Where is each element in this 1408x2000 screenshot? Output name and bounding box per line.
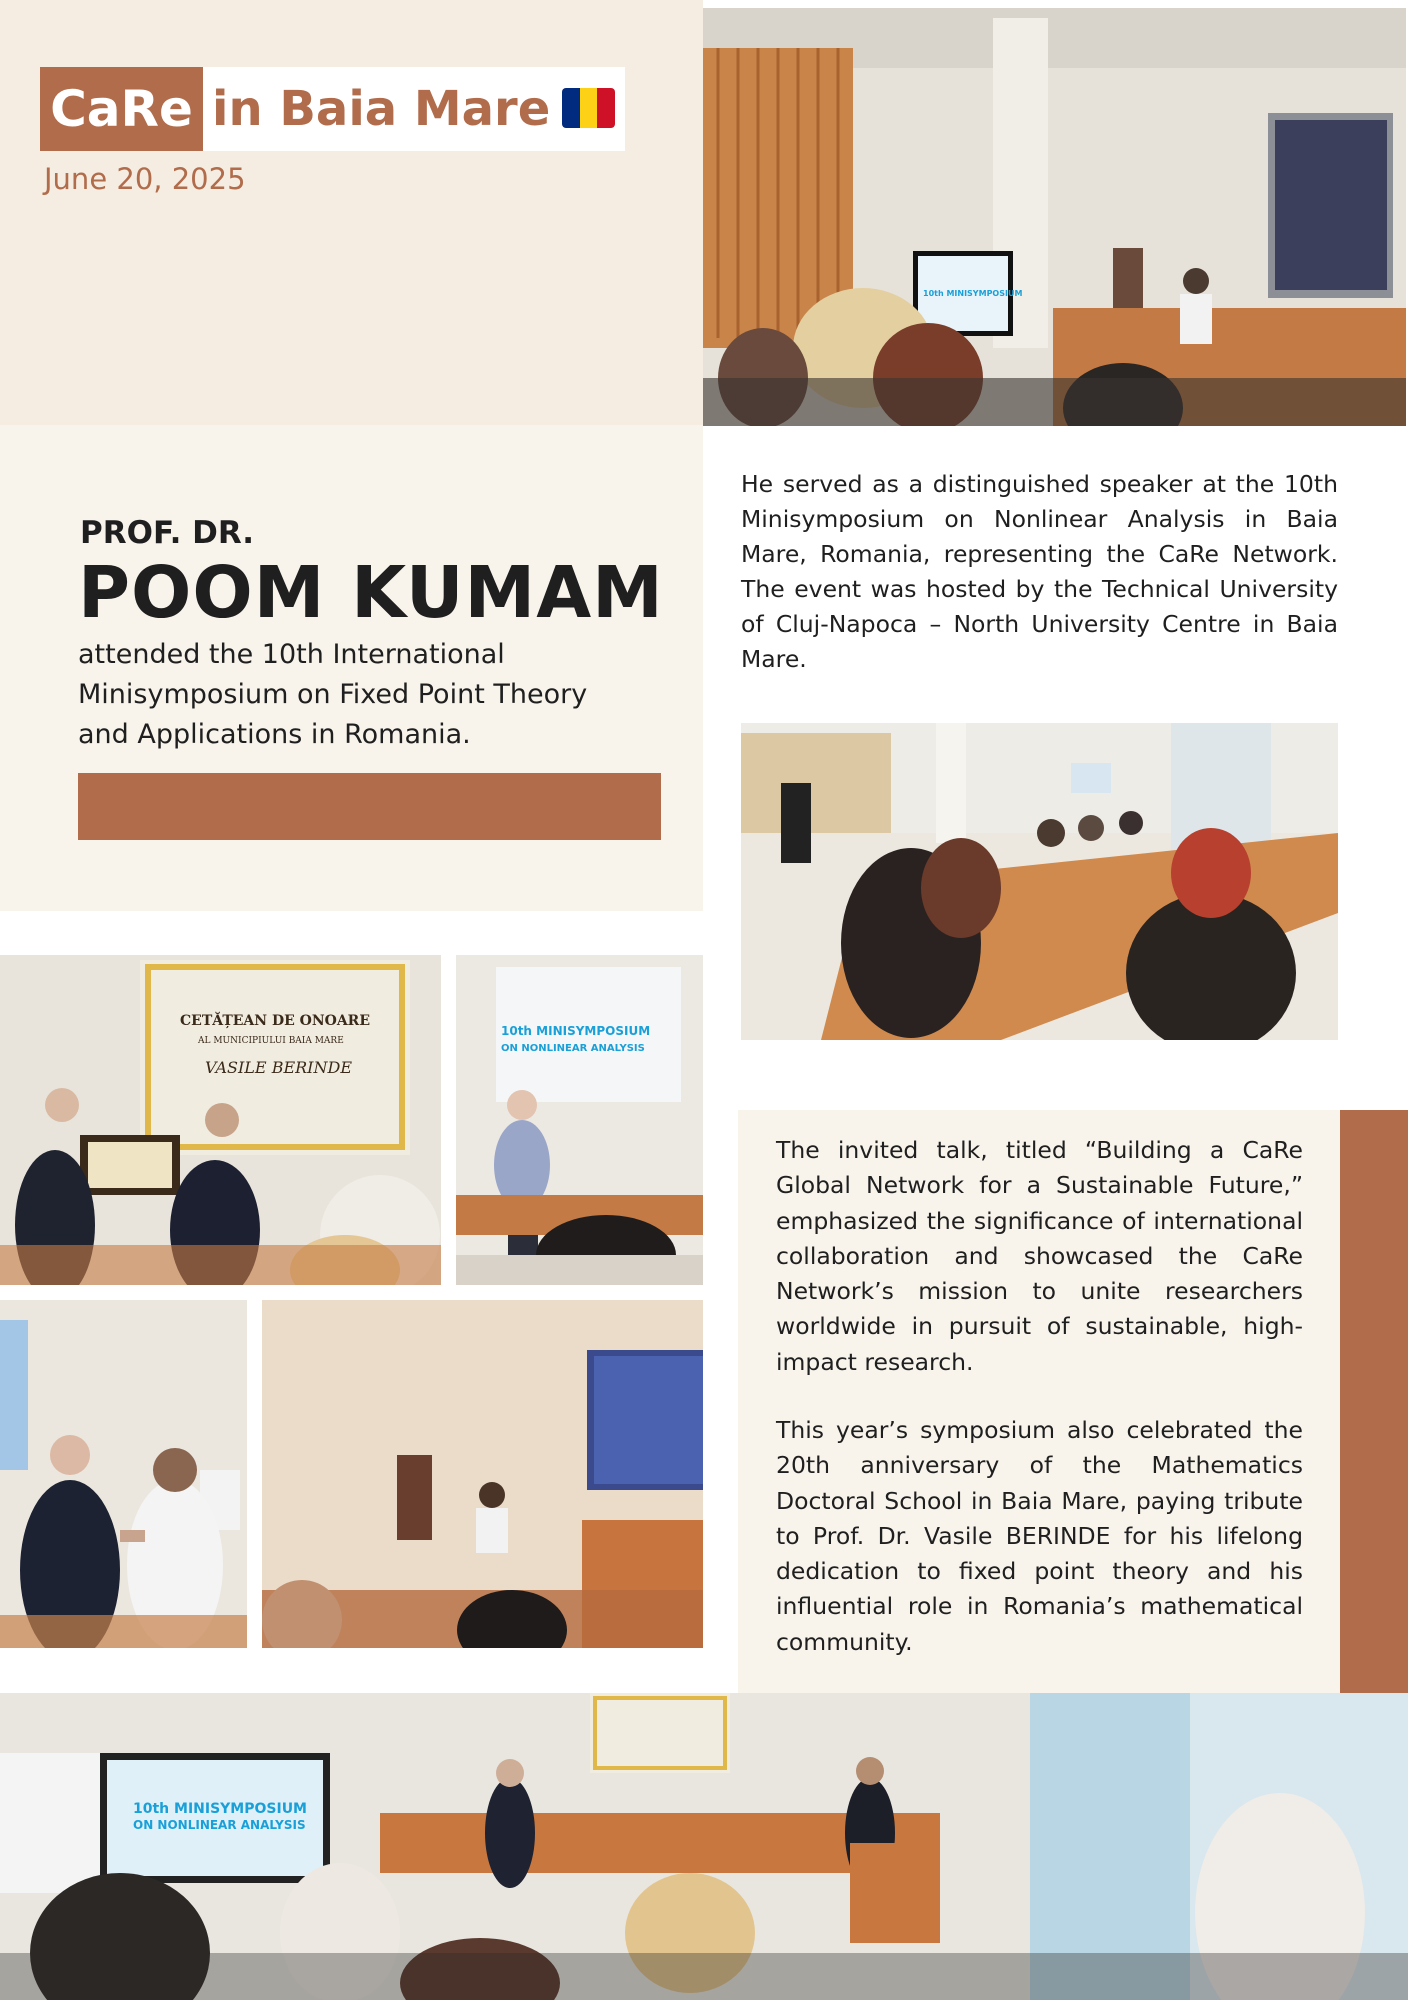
paragraph-anniversary: This year’s symposium also celebrated the 20th anniversary of the Mathematics Doctoral School in Baia Mare, paying tribute to Prof. Dr. Vasile BERINDE for his lifelong dedication to fixed point theory and his influential role in Romania’s mathematical community. <box>776 1416 1303 1656</box>
accent-bar <box>78 773 661 840</box>
photo-speaker-screen <box>456 955 703 1285</box>
screen-title-3: 10th MINISYMPOSIUM <box>133 1801 307 1817</box>
screen-subtitle-2: ON NONLINEAR ANALYSIS <box>501 1043 645 1054</box>
photo-handshake <box>0 1300 247 1648</box>
paragraph-speaker-role: He served as a distinguished speaker at the 10th Minisymposium on Nonlinear Analysis in Baia Mare, Romania, representing the CaRe Network. The event was hosted by the Technical University of Cluj-Napoca – North University Centre in Baia Mare. <box>741 470 1338 673</box>
header-panel <box>0 0 703 425</box>
paragraph-invited-talk: The invited talk, titled “Building a CaRe Global Network for a Sustainable Future,” emphasized the significance of international collaboration and showcased the CaRe Network’s mission to unite researchers worldwide in pursuit of sustainable, high-impact research. <box>776 1136 1303 1376</box>
photo-audience <box>741 723 1338 1040</box>
photo-lecture-hall-speaker <box>703 8 1406 426</box>
screen-title-1: 10th MINISYMPOSIUM <box>923 289 1023 298</box>
profile-summary: attended the 10th International Minisymposium on Fixed Point Theory and Applications in Romania. <box>78 639 588 750</box>
romania-flag-icon <box>562 88 615 128</box>
screen-title-2: 10th MINISYMPOSIUM <box>501 1024 651 1038</box>
title-prefix: PROF. DR. <box>80 515 255 551</box>
certificate-name: VASILE BERINDE <box>205 1058 353 1077</box>
brand-name: CaRe <box>50 80 193 138</box>
location-title: in Baia Mare <box>212 81 551 137</box>
photo-certificate-presentation <box>0 955 441 1285</box>
photo-conference-wide <box>0 1693 1408 2000</box>
certificate-subtitle: AL MUNICIPIULUI BAIA MARE <box>198 1036 344 1046</box>
speaker-name: POOM KUMAM <box>78 551 664 634</box>
photo-room-projector <box>262 1300 703 1648</box>
certificate-title: CETĂȚEAN DE ONOARE <box>180 1013 370 1029</box>
screen-subtitle-3: ON NONLINEAR ANALYSIS <box>133 1818 306 1832</box>
event-date: June 20, 2025 <box>44 162 246 196</box>
talk-accent-bar <box>1340 1110 1408 1693</box>
